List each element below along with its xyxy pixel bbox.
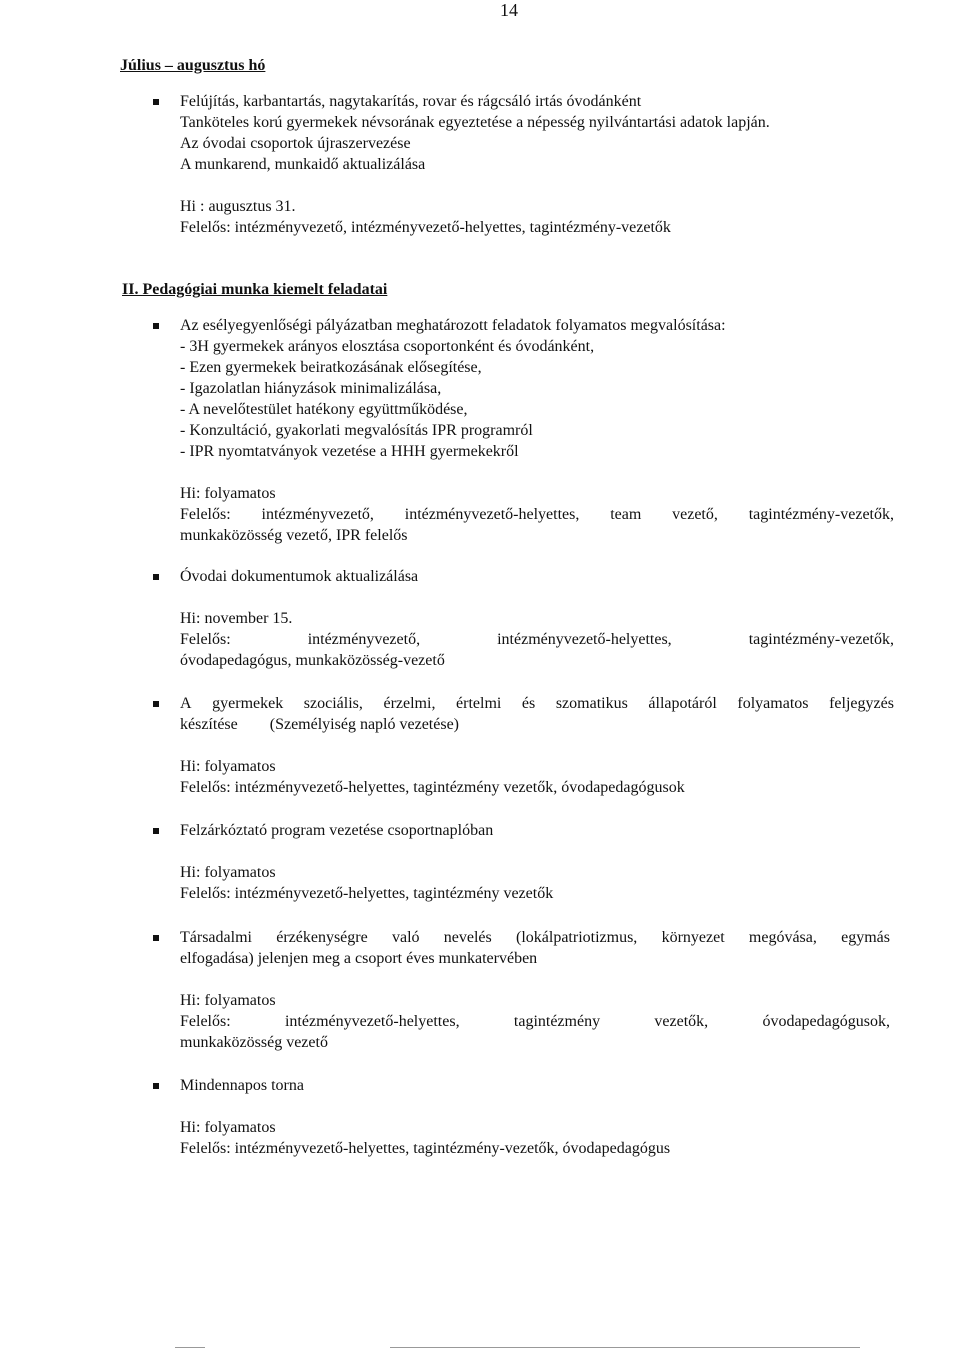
deadline-text: Hi: folyamatos xyxy=(180,1119,276,1136)
task-sub-line: - 3H gyermekek arányos elosztása csoportonként és óvodánként, xyxy=(180,338,595,355)
section-heading-july-august: Július – augusztus hó xyxy=(120,57,266,74)
deadline-text: Hi: folyamatos xyxy=(180,992,276,1009)
responsible-word: intézményvezető, xyxy=(261,506,374,523)
task-line: A munkarend, munkaidő aktualizálása xyxy=(180,156,426,173)
task-word: folyamatos xyxy=(737,695,809,712)
responsible-text: óvodapedagógus, munkaközösség-vezető xyxy=(180,652,445,669)
bullet-icon xyxy=(153,701,159,707)
task-word: gyermekek xyxy=(212,695,284,712)
task-word: érzelmi, xyxy=(383,695,436,712)
section-heading-pedagogical: II. Pedagógiai munka kiemelt feladatai xyxy=(122,281,388,298)
responsible-word: intézményvezető-helyettes, xyxy=(284,1013,460,1030)
task-word: értelmi xyxy=(456,695,502,712)
task-line: Mindennapos torna xyxy=(180,1077,304,1094)
task-word: szomatikus xyxy=(555,695,628,712)
task-word: való xyxy=(391,929,420,946)
responsible-word: team xyxy=(610,506,642,523)
task-word: nevelés xyxy=(443,929,492,946)
task-sub-line: - Igazolatlan hiányzások minimalizálása, xyxy=(180,380,442,397)
task-line: elfogadása) jelenjen meg a csoport éves munkatervében xyxy=(180,950,538,967)
task-line: Az esélyegyenlőségi pályázatban meghatározott feladatok folyamatos megvalósítása: xyxy=(180,317,726,334)
task-word: (lokálpatriotizmus, xyxy=(516,929,638,946)
responsible-word: tagintézmény-vezetők, xyxy=(748,506,894,523)
bullet-icon xyxy=(153,828,159,834)
task-line: Óvodai dokumentumok aktualizálása xyxy=(180,568,419,585)
responsible-word: intézményvezető, xyxy=(307,631,421,648)
responsible-text: Felelős: intézményvezető-helyettes, tagintézmény vezetők, óvodapedagógusok xyxy=(180,779,685,796)
task-word: szociális, xyxy=(303,695,363,712)
responsible-word: Felelős: xyxy=(180,506,231,523)
responsible-text: munkaközösség vezető xyxy=(180,1034,328,1051)
footer-divider xyxy=(390,1347,860,1348)
task-word: és xyxy=(521,695,536,712)
responsible-word: óvodapedagógusok, xyxy=(762,1013,890,1030)
bullet-icon xyxy=(153,574,159,580)
bullet-icon xyxy=(153,323,159,329)
responsible-text: munkaközösség vezető, IPR felelős xyxy=(180,527,408,544)
bullet-icon xyxy=(153,1083,159,1089)
bullet-icon xyxy=(153,935,159,941)
responsible-word: intézményvezető-helyettes, xyxy=(497,631,672,648)
task-line: készítése (Személyiség napló vezetése) xyxy=(180,716,459,733)
responsible-line xyxy=(180,505,894,525)
responsible-word: Felelős: xyxy=(180,1013,231,1030)
task-line xyxy=(180,928,890,948)
task-word: állapotáról xyxy=(648,695,717,712)
task-sub-line: - Ezen gyermekek beiratkozásának elősegítése, xyxy=(180,359,482,376)
deadline-text: Hi: november 15. xyxy=(180,610,293,627)
deadline-text: Hi : augusztus 31. xyxy=(180,198,296,215)
task-line: Felújítás, karbantartás, nagytakarítás, rovar és rágcsáló irtás óvodánként xyxy=(180,93,642,110)
responsible-text: Felelős: intézményvezető-helyettes, tagintézmény-vezetők, óvodapedagógus xyxy=(180,1140,671,1157)
responsible-line xyxy=(180,1012,890,1032)
task-sub-line: - A nevelőtestület hatékony együttműködése, xyxy=(180,401,468,418)
task-word: környezet xyxy=(661,929,725,946)
responsible-word: vezetők, xyxy=(654,1013,709,1030)
task-sub-line: - IPR nyomtatványok vezetése a HHH gyermekekről xyxy=(180,443,519,460)
task-word: feljegyzés xyxy=(829,695,894,712)
responsible-text: Felelős: intézményvezető, intézményvezető-helyettes, tagintézmény-vezetők xyxy=(180,219,671,236)
deadline-text: Hi: folyamatos xyxy=(180,485,276,502)
task-word: A xyxy=(180,695,192,712)
task-word: Társadalmi xyxy=(180,929,252,946)
deadline-text: Hi: folyamatos xyxy=(180,758,276,775)
responsible-word: Felelős: xyxy=(180,631,231,648)
task-word: egymás xyxy=(841,929,890,946)
task-word: érzékenységre xyxy=(276,929,368,946)
deadline-text: Hi: folyamatos xyxy=(180,864,276,881)
task-line: Tanköteles korú gyermekek névsorának egyeztetése a népesség nyilvántartási adatok lapján. xyxy=(180,114,770,131)
task-line: Az óvodai csoportok újraszervezése xyxy=(180,135,411,152)
responsible-word: intézményvezető-helyettes, xyxy=(404,506,580,523)
responsible-word: vezető, xyxy=(672,506,718,523)
responsible-word: tagintézmény xyxy=(513,1013,601,1030)
bullet-icon xyxy=(153,99,159,105)
task-word: megóvása, xyxy=(748,929,817,946)
task-line xyxy=(180,694,894,714)
responsible-line xyxy=(180,630,894,650)
page-number: 14 xyxy=(500,0,518,20)
footer-divider xyxy=(175,1347,205,1348)
task-line: Felzárkóztató program vezetése csoportnaplóban xyxy=(180,822,494,839)
responsible-word: tagintézmény-vezetők, xyxy=(748,631,894,648)
responsible-text: Felelős: intézményvezető-helyettes, tagintézmény vezetők xyxy=(180,885,554,902)
task-sub-line: - Konzultáció, gyakorlati megvalósítás IPR programról xyxy=(180,422,533,439)
